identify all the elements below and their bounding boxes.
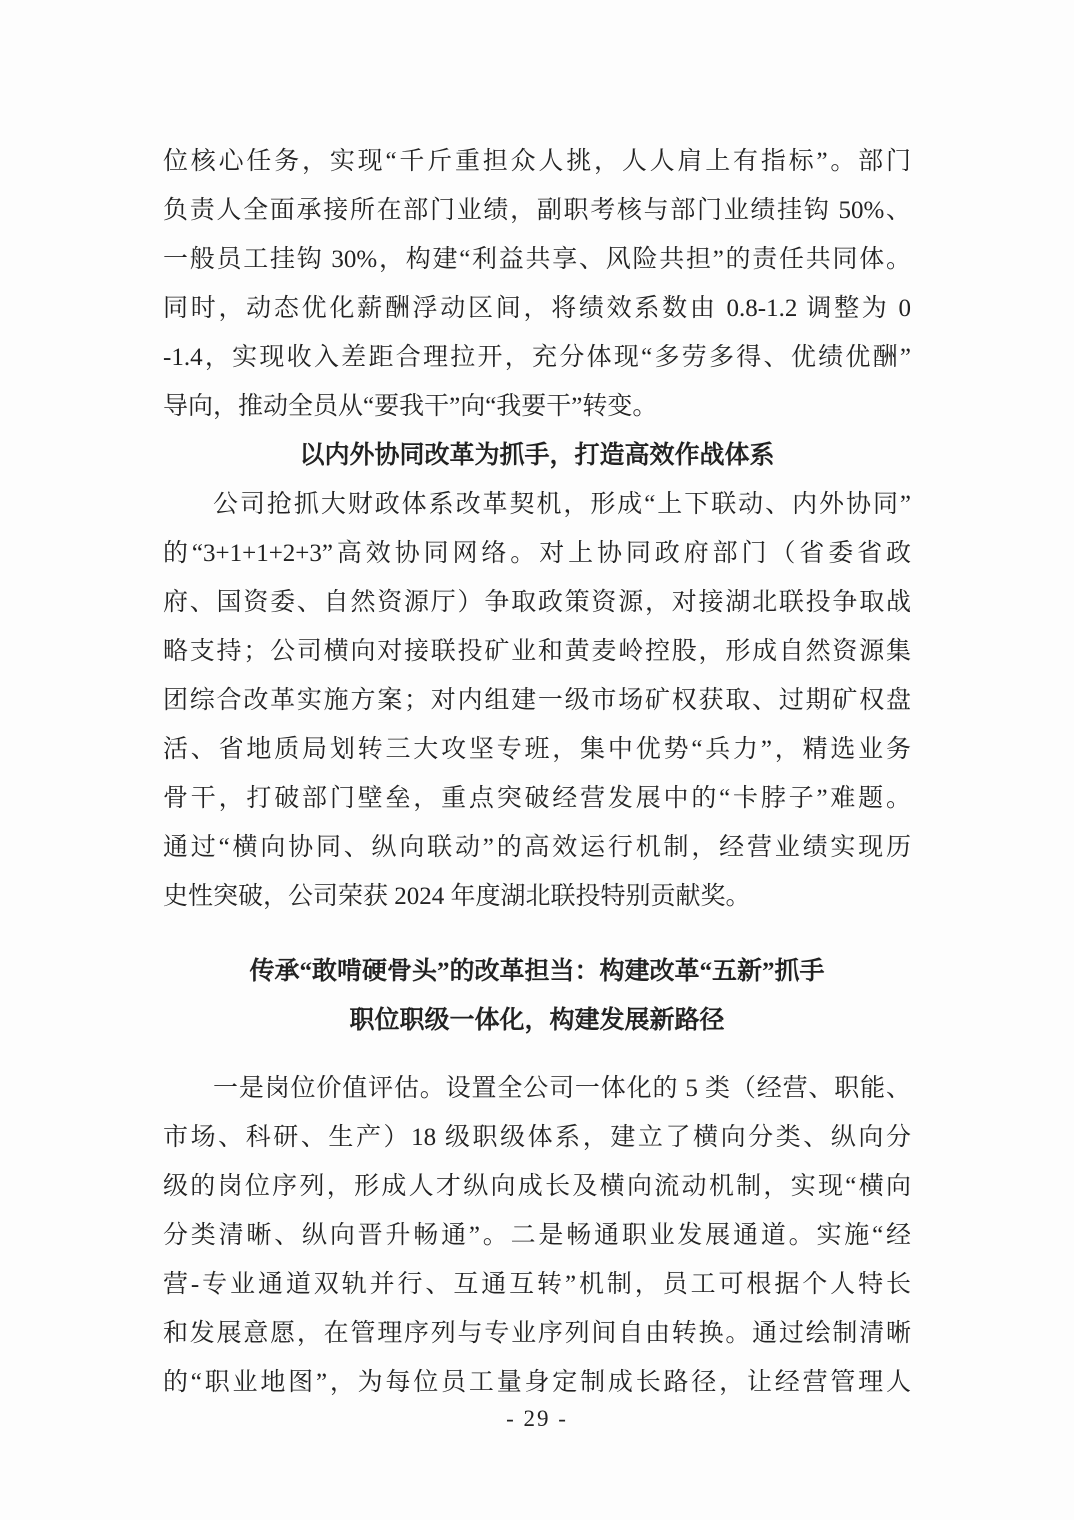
body-line: 位核心任务，实现“千斤重担众人挑，人人肩上有指标”。部门 (163, 148, 911, 175)
body-line: 一般员工挂钩 30%，构建“利益共享、风险共担”的责任共同体。 (163, 246, 911, 273)
body-line: 和发展意愿，在管理序列与专业序列间自由转换。通过绘制清晰 (163, 1320, 911, 1347)
body-line: 营-专业通道双轨并行、互通互转”机制，员工可根据个人特长 (163, 1271, 911, 1298)
body-line: 史性突破，公司荣获 2024 年度湖北联投特别贡献奖。 (163, 883, 751, 910)
body-line: 活、省地质局划转三大攻坚专班，集中优势“兵力”，精选业务 (163, 736, 911, 763)
body-line: 的“职业地图”，为每位员工量身定制成长路径，让经营管理人 (163, 1369, 911, 1396)
body-line: 骨干，打破部门壁垒，重点突破经营发展中的“卡脖子”难题。 (163, 785, 911, 812)
body-line: 市场、科研、生产）18 级职级体系，建立了横向分类、纵向分 (163, 1124, 911, 1151)
body-line: 分类清晰、纵向晋升畅通”。二是畅通职业发展通道。实施“经 (163, 1222, 911, 1249)
body-line: 负责人全面承接所在部门业绩，副职考核与部门业绩挂钩 50%、 (163, 197, 911, 224)
body-line: -1.4，实现收入差距合理拉开，充分体现“多劳多得、优绩优酬” (163, 344, 911, 371)
body-line: 导向，推动全员从“要我干”向“我要干”转变。 (163, 393, 658, 420)
body-line: 通过“横向协同、纵向联动”的高效运行机制，经营业绩实现历 (163, 834, 911, 861)
body-line: 级的岗位序列，形成人才纵向成长及横向流动机制，实现“横向 (163, 1173, 911, 1200)
body-line: 团综合改革实施方案；对内组建一级市场矿权获取、过期矿权盘 (163, 687, 911, 714)
vertical-spacer (163, 921, 911, 947)
heading-coordination-reform: 以内外协同改革为抓手，打造高效作战体系 (299, 442, 775, 469)
body-line: 的“3+1+1+2+3”高效协同网络。对上协同政府部门（省委省政 (163, 540, 911, 567)
page-number: - 29 - (506, 1406, 568, 1431)
section-heading-line1: 传承“敢啃硬骨头”的改革担当：构建改革“五新”抓手 (249, 958, 825, 985)
body-line: 同时，动态优化薪酬浮动区间，将绩效系数由 0.8-1.2 调整为 0 (163, 295, 911, 322)
section-heading-line2: 职位职级一体化，构建发展新路径 (349, 1007, 725, 1034)
page-body (163, 137, 911, 1407)
body-line: 府、国资委、自然资源厅）争取政策资源，对接湖北联投争取战 (163, 589, 911, 616)
body-line: 一是岗位价值评估。设置全公司一体化的 5 类（经营、职能、 (213, 1075, 911, 1102)
vertical-spacer (163, 1045, 911, 1064)
body-line: 略支持；公司横向对接联投矿业和黄麦岭控股，形成自然资源集 (163, 638, 911, 665)
body-line: 公司抢抓大财政体系改革契机，形成“上下联动、内外协同” (213, 491, 911, 518)
